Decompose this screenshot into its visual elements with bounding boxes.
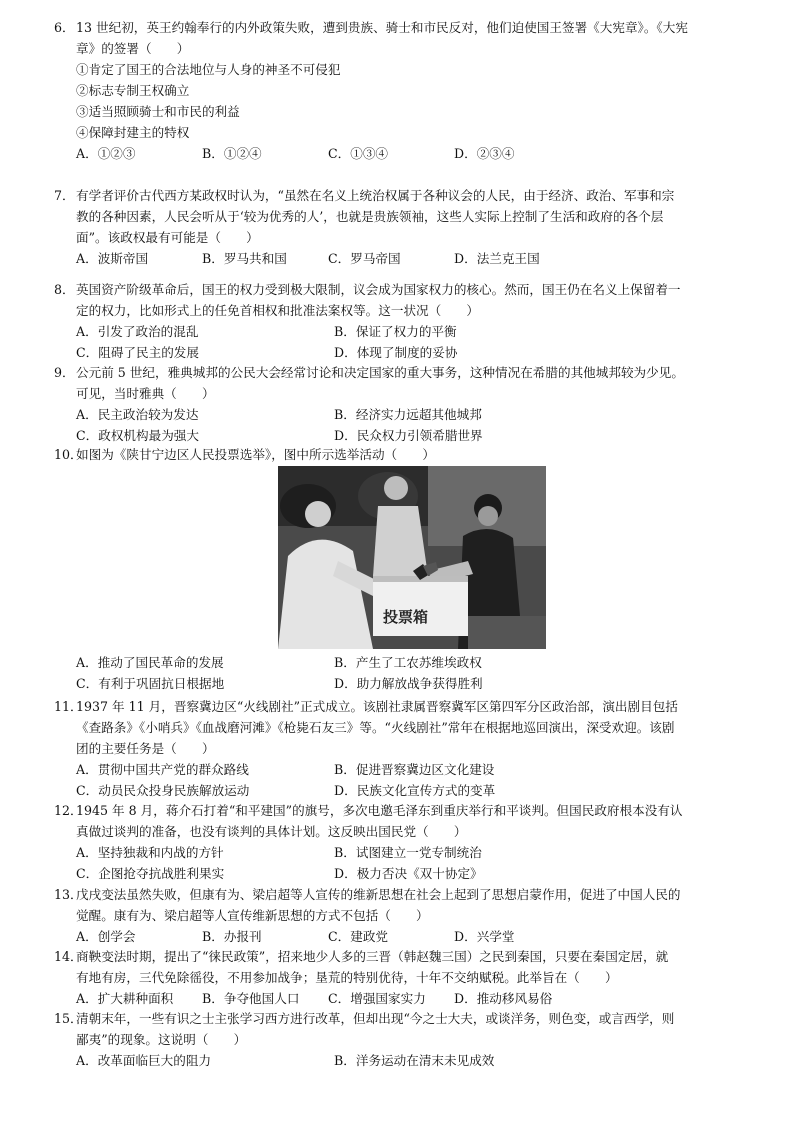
question-7 [54,185,754,269]
option-c: C．企图抢夺抗战胜利果实 [76,866,225,881]
answer-options [54,926,754,947]
answer-options [54,673,754,694]
answer-options [54,342,754,363]
option-a: A．推动了国民革命的发展 [76,655,224,670]
election-photo-drawing [278,466,546,649]
answer-options [54,863,754,884]
question-text: 面”。该政权最有可能是（ ） [76,230,259,245]
option-c: C．①③④ [328,146,389,161]
option-c: C．罗马帝国 [328,251,401,266]
question-number: 6． [54,20,75,35]
option-c: C．增强国家实力 [328,991,426,1006]
option-b: B．试图建立一党专制统治 [334,845,482,860]
option-b: B．洋务运动在清末未见成效 [334,1053,495,1068]
option-b: B．争夺他国人口 [202,991,300,1006]
question-text: 觉醒。康有为、梁启超等人宣传维新思想的方式不包括（ ） [76,908,429,923]
question-text: 公元前 5 世纪，雅典城邦的公民大会经常讨论和决定国家的重大事务，这种情况在希腊的其他城邦较为少见。 [76,365,684,380]
question-text: 章》的签署（ ） [76,41,190,56]
question-text: 有地有房，三代免除徭役，不用参加战争；垦荒的特别优待，十年不交纳赋税。此举旨在（ ） [76,970,618,985]
option-b: B．①②④ [202,146,262,161]
question-number: 14． [54,949,83,964]
option-d: D．助力解放战争获得胜利 [334,676,483,691]
question-text: 清朝末年，一些有识之士主张学习西方进行改革，但却出现“今之士大夫，或谈洋务，则色变，或言西学，则 [76,1011,675,1026]
question-text: 商鞅变法时期，提出了“徕民政策”，招来地少人多的三晋（韩赵魏三国）之民到秦国，只要在秦国定居，就 [76,949,669,964]
option-c: C．建政党 [328,929,389,944]
option-d: D．民众权力引领希腊世界 [334,428,483,443]
option-b: B．保证了权力的平衡 [334,324,457,339]
option-b: B．促进晋察冀边区文化建设 [334,762,495,777]
question-text: 13 世纪初，英王约翰奉行的内外政策失败，遭到贵族、骑士和市民反对，他们迫使国王签署《大宪章》。《大宪 [76,20,688,35]
statement-item: ④保障封建主的特权 [76,125,190,140]
question-text: 团的主要任务是（ ） [76,741,215,756]
option-a: A．创学会 [76,929,136,944]
question-text: 有学者评价古代西方某政权时认为，“虽然在名义上统治权属于各种议会的人民，由于经济、政治、军事和宗 [76,188,675,203]
question-9 [54,362,754,446]
statement-item: ①肯定了国王的合法地位与人身的神圣不可侵犯 [76,62,341,77]
answer-options [54,143,754,164]
question-text: 鄙夷”的现象。这说明（ ） [76,1032,247,1047]
option-a: A．坚持独裁和内战的方针 [76,845,224,860]
question-number: 12． [54,803,83,818]
option-c: C．政权机构最为强大 [76,428,199,443]
answer-options [54,988,754,1009]
statement-item: ③适当照顾骑士和市民的利益 [76,104,240,119]
question-8 [54,279,754,363]
ballot-box-label: 投票箱 [383,608,429,626]
option-a: A．引发了政治的混乱 [76,324,199,339]
question-text: 英国资产阶级革命后，国王的权力受到极大限制，议会成为国家权力的核心。然而，国王仍在名义上保留着一 [76,282,681,297]
option-a: A．民主政治较为发达 [76,407,199,422]
option-a: A．扩大耕种面积 [76,991,174,1006]
question-text: 可见，当时雅典（ ） [76,386,215,401]
answer-options [54,404,754,425]
option-b: B．办报刊 [202,929,262,944]
option-a: A．①②③ [76,146,136,161]
question-6 [54,17,754,164]
question-text: 1945 年 8 月，蒋介石打着“和平建国”的旗号，多次电邀毛泽东到重庆举行和平谈判。但国民政府根本没有认 [76,803,683,818]
option-d: D．法兰克王国 [454,251,540,266]
question-number: 15． [54,1011,83,1026]
question-text: 戊戌变法虽然失败，但康有为、梁启超等人宣传的维新思想在社会上起到了思想启蒙作用，促进了中国人民的 [76,887,681,902]
option-a: A．波斯帝国 [76,251,149,266]
question-12 [54,800,754,884]
answer-options [54,842,754,863]
answer-options [54,248,754,269]
question-text: 定的权力，比如形式上的任免首相权和批准法案权等。这一状况（ ） [76,303,479,318]
option-a: A．改革面临巨大的阻力 [76,1053,212,1068]
question-text: 真做过谈判的准备，也没有谈判的具体计划。这反映出国民党（ ） [76,824,467,839]
answer-options [54,759,754,780]
question-11 [54,696,754,801]
answer-options [54,1050,754,1071]
option-b: B．罗马共和国 [202,251,287,266]
answer-options [54,780,754,801]
option-a: A．贯彻中国共产党的群众路线 [76,762,249,777]
question-13 [54,884,754,947]
question-10-options [54,652,754,694]
option-c: C．有利于巩固抗日根据地 [76,676,225,691]
option-d: D．极力否决《双十协定》 [334,866,483,881]
question-text: 如图为《陕甘宁边区人民投票选举》，图中所示选举活动（ ） [76,447,435,462]
question-number: 7． [54,188,75,203]
question-text: 《查路条》《小哨兵》《血战磨河滩》《枪毙石友三》等。“火线剧社”常年在根据地巡回演出，深受欢迎。该剧 [76,720,675,735]
statement-item: ②标志专制王权确立 [76,83,190,98]
option-b: B．经济实力远超其他城邦 [334,407,482,422]
question-number: 9． [54,365,75,380]
question-10 [54,444,754,465]
option-d: D．体现了制度的妥协 [334,345,458,360]
question-14 [54,946,754,1009]
answer-options [54,425,754,446]
answer-options [54,652,754,673]
question-number: 8． [54,282,75,297]
option-d: D．民族文化宣传方式的变革 [334,783,496,798]
option-d: D．推动移风易俗 [454,991,553,1006]
election-photo [278,466,546,649]
option-d: D．②③④ [454,146,515,161]
option-d: D．兴学堂 [454,929,515,944]
question-number: 10． [54,447,83,462]
option-c: C．动员民众投身民族解放运动 [76,783,250,798]
answer-options [54,321,754,342]
question-text: 1937 年 11 月，晋察冀边区“火线剧社”正式成立。该剧社隶属晋察冀军区第四军分区政治部，演出剧目包括 [76,699,678,714]
question-text: 教的各种因素，人民会听从于‘较为优秀的人’，也就是贵族领袖，这些人实际上控制了生活和政府的各个层 [76,209,664,224]
question-15 [54,1008,754,1071]
option-c: C．阻碍了民主的发展 [76,345,199,360]
option-b: B．产生了工农苏维埃政权 [334,655,482,670]
question-number: 13． [54,887,83,902]
question-number: 11． [54,699,83,714]
